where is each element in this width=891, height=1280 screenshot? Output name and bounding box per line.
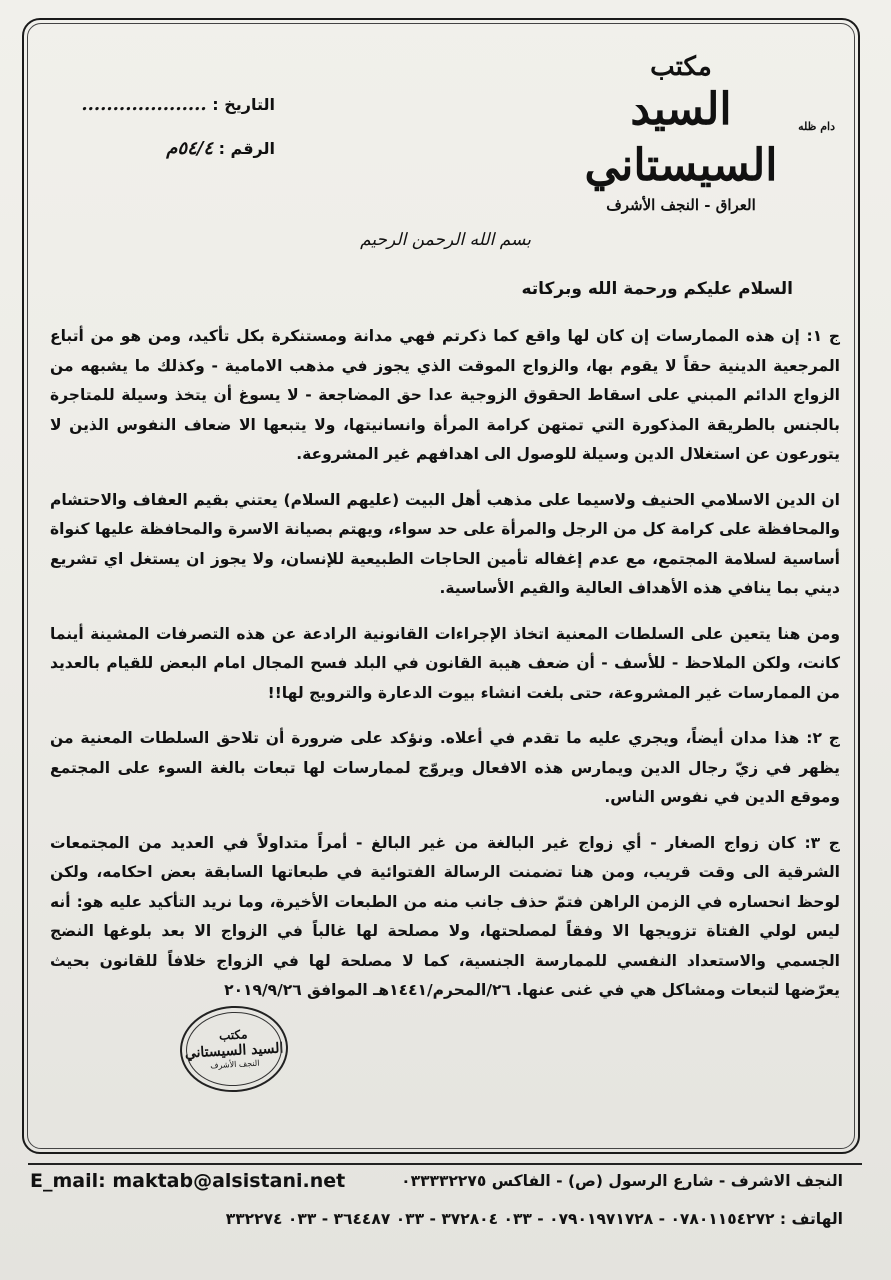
letterhead-logo [561,52,835,216]
seal-place: النجف الأشرف [209,1058,260,1071]
letter-meta [81,92,275,180]
number-value: ٥٤/٤م [166,138,213,159]
number-row [95,136,275,180]
greeting: السلام عليكم ورحمة الله وبركاته [521,279,793,299]
letterhead-office: مكتب [650,52,712,82]
seal-name: السيد السيستاني [184,1040,284,1062]
letterhead-honorific: دام ظله [798,120,835,133]
date-row [81,92,275,136]
paragraph-religion: ان الدين الاسلامي الحنيف ولاسيما على مذهب أهل البيت (عليهم السلام) يعتني بقيم العفاف والاحتشام والمحافظة على كرامة كل من الرجل والمرأة على حد سواء، ويهتم بصيانة الاسرة والمحافظة عليها كنواة أساسية لسلامة المجتمع، مع عدم إغفاله تأمين الحاجات الطبيعية للإنسان، ولا يجوز ان يستغل اي تشريع ديني بما ينافي هذه الأهداف العالية والقيم الأساسية. [50,490,840,597]
number-label: الرقم : [218,139,275,158]
basmala: بسم الله الرحمن الرحيم [360,230,531,250]
footer-phones: الهاتف : ٠٧٨٠١١٥٤٢٧٢ - ٠٧٩٠١٩٧١٧٢٨ - ٠٣٣ ٣٧٢٨٠٤ - ٠٣٣ ٣٦٤٤٨٧ - ٠٣٣ ٣٣٢٢٧٤ [225,1210,843,1228]
paragraph-answer-2: ج ٢: هذا مدان أيضاً، ويجري عليه ما تقدم في أعلاه. ونؤكد على ضرورة أن تلاحق السلطات المعنية من يظهر في زيّ رجال الدين ويمارس هذه الافعال ويروّج لممارسات لها تبعات بالغة السوء على المجتمع وموقع الدين في نفوس الناس. [50,729,840,806]
letter-body [50,322,840,1022]
footer-email: E_mail: maktab@alsistani.net [30,1170,346,1192]
seal-office: مكتب [218,1027,248,1043]
paragraph-answer-3: ج ٣: كان زواج الصغار - أي زواج غير البالغة من غير البالغ - أمراً متداولاً في العديد من المجتمعات الشرقية الى وقت قريب، ومن هنا تضمنت الرسالة الفتوائية في طبعاتها السابقة بعض احكامه، ولكن لوحظ انحساره في الزمن الراهن فتمّ حذف جانب منه من الطبعات الأخيرة، وما نريد التأكيد عليه هو: أنه ليس لولي الفتاة تزويجها الا وفقاً لمصلحتها، ولا مصلحة لها غالباً في الزواج الا بعد بلوغها النضج الجسمي والاستعداد النفسي للممارسة الجنسية، كما لا مصلحة لها في الزواج خلافاً للقانون بحيث يعرّضها لتبعات ومشاكل هي في غنى عنها. ٢٦/المحرم/١٤٤١هـ الموافق ٢٠١٩/٩/٢٦ [50,833,840,999]
date-value: .................... [81,94,207,115]
paragraph-answer-1: ج ١: إن هذه الممارسات إن كان لها واقع كما ذكرتم فهي مدانة ومستنكرة بكل تأكيد، ومن هو من أتباع المرجعية الدينية حقاً لا يقوم بها، والزواج الموقت الذي يجوز في مذهب الامامية - وكذلك ما يشبهه من الزواج الدائم المبني على اسقاط الحقوق الزوجية عدا حق المضاجعة - لا يسوغ أن يتخذ وسيلة للمتاجرة بالجنس بالطريقة المذكورة التي تمتهن كرامة المرأة وانسانيتها، ولا يتبعها الا ضعاف النفوس الذين لا يتورعون عن استغلال الدين وسيلة للوصول الى اهدافهم غير المشروعة. [50,327,840,463]
date-label: التاريخ : [212,95,275,114]
footer-address: النجف الاشرف - شارع الرسول (ص) - الفاكس ٠٣٣٣٣٢٢٧٥ [401,1172,843,1190]
letterhead-location: العراق - النجف الأشرف [606,196,756,214]
letterhead-name: السيد السيستاني [584,84,778,191]
paragraph-authorities: ومن هنا يتعين على السلطات المعنية اتخاذ الإجراءات القانونية الرادعة عن هذه التصرفات المشينة أينما كانت، ولكن الملاحظ - للأسف - أن ضعف هيبة القانون في البلد فسح المجال امام البعض للقيام بالعديد من الممارسات غير المشروعة، حتى بلغت انشاء بيوت الدعارة والترويج لها!! [50,624,840,702]
footer-divider [28,1163,862,1165]
